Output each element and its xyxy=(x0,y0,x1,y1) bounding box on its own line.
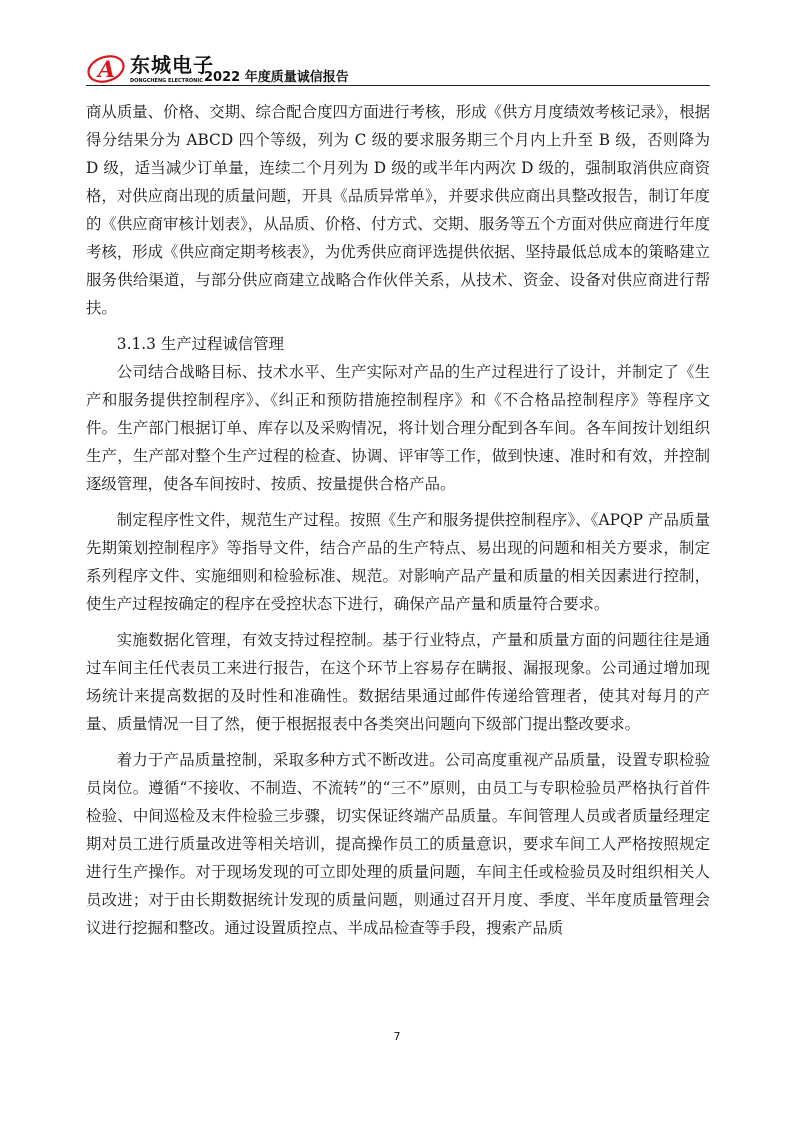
document-body xyxy=(86,98,710,950)
paragraph-quality-control: 着力于产品质量控制，采取多种方式不断改进。公司高度重视产品质量，设置专职检验员岗位。遵循“不接收、不制造、不流转”的“三不”原则，由员工与专职检验员严格执行首件检验、中间巡检及末件检验三步骤，切实保证终端产品质量。车间管理人员或者质量经理定期对员工进行质量改进等相关培训，提高操作员工的质量意识，要求车间工人严格按照规定进行生产操作。对于现场发现的可立即处理的质量问题，车间主任或检验员及时组织相关人员改进；对于由长期数据统计发现的质量问题，则通过召开月度、季度、半年度质量管理会议进行挖掘和整改。通过设置质控点、半成品检查等手段，搜索产品质 xyxy=(86,751,710,937)
paragraph-procedure-documents: 制定程序性文件，规范生产过程。按照《生产和服务提供控制程序》、《APQP 产品质量先期策划控制程序》等指导文件，结合产品的生产特点、易出现的问题和相关方要求，制定系列程序文件、实施细则和检验标准、规范。对影响产品产量和质量的相关因素进行控制，使生产过程按确定的程序在受控状态下进行，确保产品产量和质量符合要求。 xyxy=(86,511,710,613)
dongcheng-logo-icon xyxy=(86,54,130,84)
report-title: 2022 年度质量诚信报告 xyxy=(204,70,349,85)
header-divider xyxy=(86,85,710,86)
brand-name-en: DONGCHENG ELECTRONIC xyxy=(130,78,203,84)
brand-name-cn: 东城电子 xyxy=(130,53,214,77)
section-heading: 3.1.3 生产过程诚信管理 xyxy=(116,335,284,353)
page-header xyxy=(86,52,710,92)
page-number: 7 xyxy=(393,1030,401,1043)
svg-text:A: A xyxy=(98,57,116,83)
paragraph-supplier-evaluation: 商从质量、价格、交期、综合配合度四方面进行考核，形成《供方月度绩效考核记录》，根据得分结果分为 ABCD 四个等级，列为 C 级的要求服务期三个月内上升至 B 级，否则降为 D 级，适当减少订单量，连续二个月列为 D 级的或半年内两次 D 级的，强制取消供应商资格，对供应商出现的质量问题，开具《品质异常单》，并要求供应商出具整改报告，制订年度的《供应商审核计划表》，从品质、价格、付方式、交期、服务等五个方面对供应商进行年度考核，形成《供应商定期考核表》，为优秀供应商评选提供依据、坚持最低总成本的策略建立服务供给渠道，与部分供应商建立战略合作伙伴关系，从技术、资金、设备对供应商进行帮扶。 xyxy=(86,103,710,317)
paragraph-data-management: 实施数据化管理，有效支持过程控制。基于行业特点，产量和质量方面的问题往往是通过车间主任代表员工来进行报告，在这个环节上容易存在瞒报、漏报现象。公司通过增加现场统计来提高数据的及时性和准确性。数据结果通过邮件传递给管理者，使其对每月的产量、质量情况一目了然，便于根据报表中各类突出问题向下级部门提出整改要求。 xyxy=(86,631,710,733)
paragraph-production-design: 公司结合战略目标、技术水平、生产实际对产品的生产过程进行了设计，并制定了《生产和服务提供控制程序》、《纠正和预防措施控制程序》和《不合格品控制程序》等程序文件。生产部门根据订单、库存以及采购情况，将计划合理分配到各车间。各车间按计划组织生产，生产部对整个生产过程的检查、协调、评审等工作，做到快速、准时和有效，并控制逐级管理，使各车间按时、按质、按量提供合格产品。 xyxy=(86,363,710,493)
